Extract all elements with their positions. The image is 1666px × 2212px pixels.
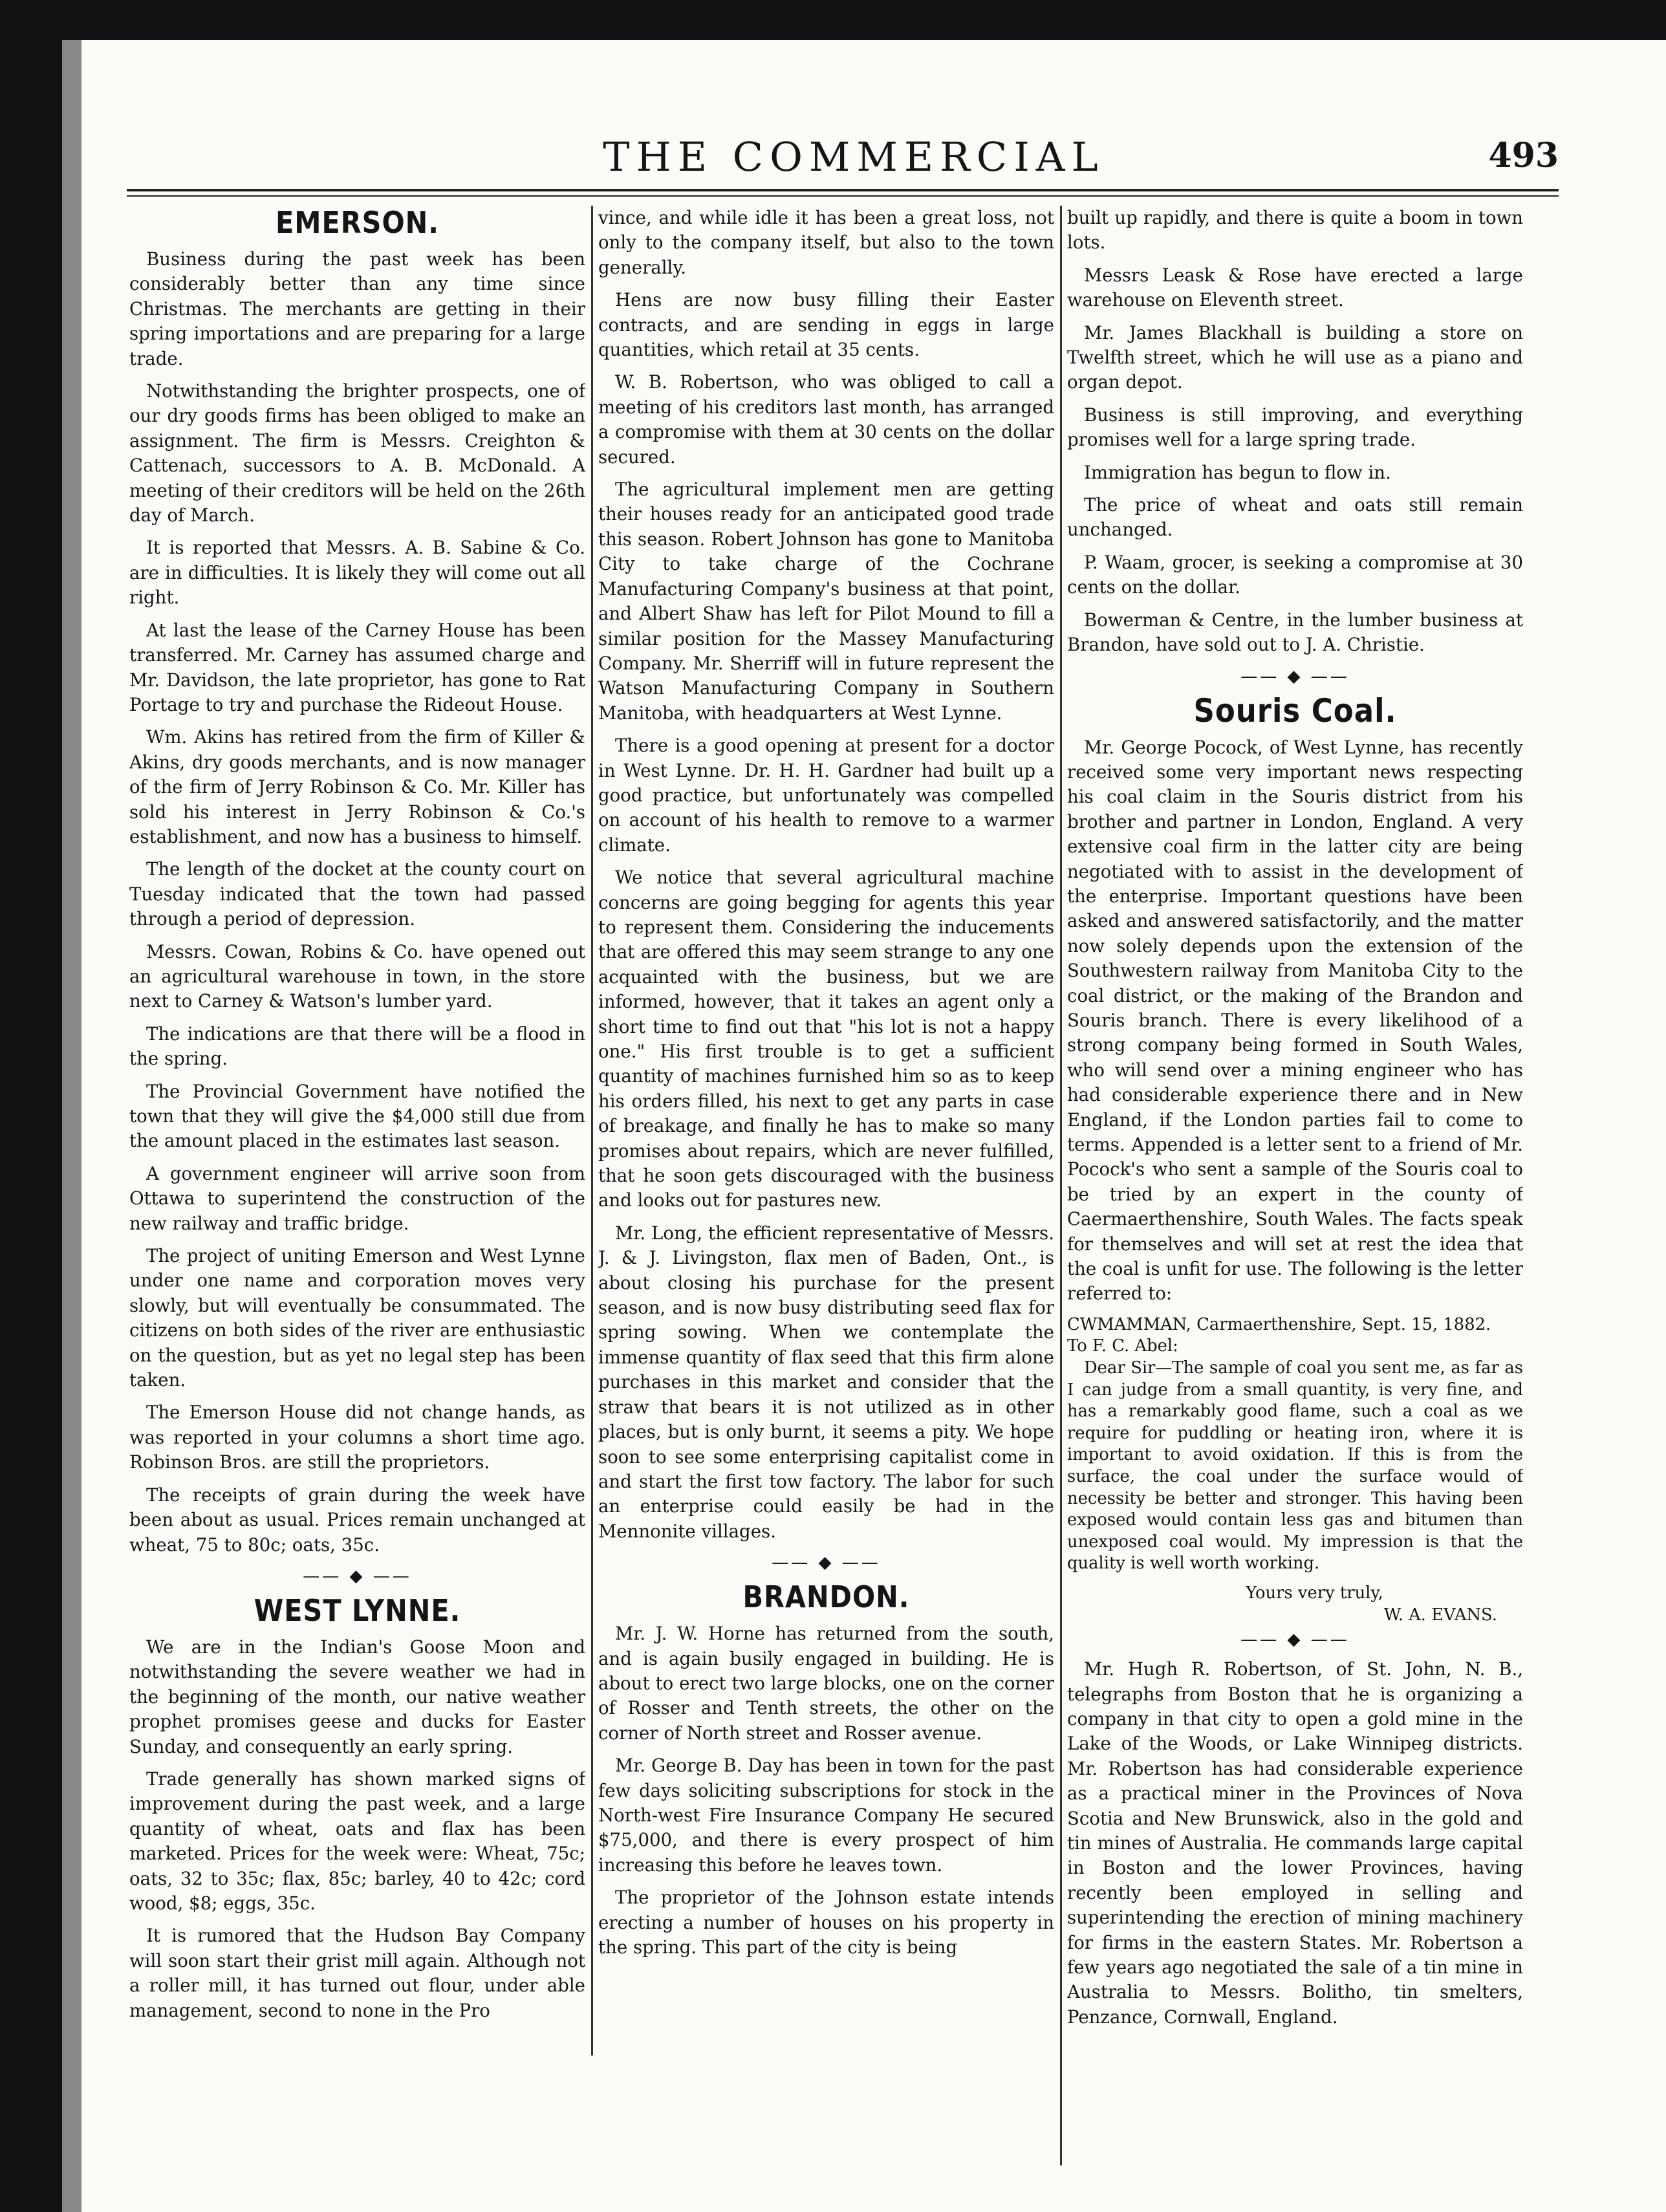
article-paragraph: vince, and while idle it has been a great loss, not only to the company itself, but also to the town generally.	[598, 207, 1054, 278]
masthead	[149, 129, 1559, 188]
article-paragraph: Mr. James Blackhall is building a store on Twelfth street, which he will use as a piano and organ depot.	[1067, 321, 1523, 393]
article-paragraph: The Emerson House did not change hands, as was reported in your columns a short time ago. Robinson Bros. are still the proprietors.	[129, 1402, 585, 1473]
section-heading-brandon: BRANDON.	[742, 1579, 910, 1615]
article-paragraph: At last the lease of the Carney House has been transferred. Mr. Carney has assumed charge and Mr. Davidson, the late proprietor, has gone to Rat Portage to try and purchase the Rideout House.	[129, 619, 585, 715]
article-paragraph: The project of uniting Emerson and West Lynne under one name and corporation moves very slowly, but will eventually be consummated. The citizens on both sides of the river are enthusiastic on the question, but as yet no legal step has been taken.	[129, 1245, 585, 1391]
article-paragraph: It is rumored that the Hudson Bay Company will soon start their grist mill again. Although not a roller mill, it has turned out flour, under able management, second to none in the Pro	[129, 1925, 585, 2021]
scan-left-border	[0, 0, 62, 2212]
article-paragraph: The proprietor of the Johnson estate intends erecting a number of houses on his property in the spring. This part of the city is being	[598, 1887, 1054, 1958]
article-paragraph: Mr. Long, the efficient representative of Messrs. J. & J. Livingston, flax men of Baden, Ont., is about closing his purchase for the present season, and is now busy distributing seed flax for spring sowing. When we contemplate the immense quantity of flax seed that this firm alone purchases in this market and consider that the straw that bears it is not utilized as in other places, but is only burnt, it seems a pity. We hope soon to see some enterprising capitalist come in and start the first tow factory. The labor for such an enterprise could easily be had in the Mennonite villages.	[598, 1222, 1054, 1542]
article-paragraph: Messrs. Cowan, Robins & Co. have opened out an agricultural warehouse in town, in the store next to Carney & Watson's lumber yard.	[129, 940, 585, 1012]
section-ornament: —— ◆ ——	[303, 1566, 412, 1586]
article-paragraph: We notice that several agricultural machine concerns are going begging for agents this year to represent them. Considering the inducements that are offered this may seem strange to any one acquainted with the business, but we are informed, however, that it takes an agent only a short time to find out that "his lot is not a happy one." His first trouble is to get a sufficient quantity of machines furnished him so as to keep his orders filled, his next to get any parts in case of breakage, and finally he has to make so many promises about repairs, which are never fulfilled, that he soon gets discouraged with the business and looks out for pastures new.	[598, 867, 1054, 1211]
column-2	[598, 206, 1054, 2198]
letter-signature: W. A. EVANS.	[1383, 1605, 1497, 1625]
article-paragraph: Notwithstanding the brighter prospects, one of our dry goods firms has been obliged to make an assignment. The firm is Messrs. Creighton & Cattenach, successors to A. B. McDonald. A meeting of their creditors will be held on the 26th day of March.	[129, 380, 585, 526]
article-paragraph: The length of the docket at the county court on Tuesday indicated that the town had passed through a period of depression.	[129, 858, 585, 930]
article-paragraph: We are in the Indian's Goose Moon and notwithstanding the severe weather we had in the beginning of the month, our native weather prophet promises geese and ducks for Easter Sunday, and consequently an early spring.	[129, 1636, 585, 1757]
column-1	[129, 206, 585, 2198]
section-heading-emerson: EMERSON.	[276, 206, 439, 240]
column-divider-2	[1060, 206, 1062, 2165]
letter-block	[1067, 1314, 1523, 1626]
column-3	[1067, 206, 1523, 2198]
article-paragraph: It is reported that Messrs. A. B. Sabine & Co. are in difficulties. It is likely they will come out all right.	[129, 537, 585, 609]
letter-recipient: To F. C. Abel:	[1067, 1336, 1178, 1356]
article-paragraph: P. Waam, grocer, is seeking a compromise at 30 cents on the dollar.	[1067, 551, 1523, 598]
article-paragraph: Business is still improving, and everything promises well for a large spring trade.	[1067, 404, 1523, 451]
publication-title: THE COMMERCIAL	[603, 133, 1105, 180]
section-ornament: —— ◆ ——	[772, 1553, 881, 1573]
article-paragraph: Immigration has begun to flow in.	[1084, 461, 1391, 483]
article-paragraph: Messrs Leask & Rose have erected a large warehouse on Eleventh street.	[1067, 264, 1523, 311]
scan-top-border	[0, 0, 1666, 40]
article-paragraph: Wm. Akins has retired from the firm of Killer & Akins, dry goods merchants, and is now manager of the firm of Jerry Robinson & Co. Mr. Killer has sold his interest in Jerry Robinson & Co.'s establishment, and now has a business to himself.	[129, 726, 585, 847]
letter-body: Dear Sir—The sample of coal you sent me, as far as I can judge from a small quantity, is very fine, and has a remarkably good flame, such a coal as we require for puddling or heating iron, where it is important to avoid oxidation. If this is from the surface, the coal under the surface would of necessity be better and stronger. This having been exposed would contain less gas and bitumen than unexposed coal would. My impression is that the quality is well worth working.	[1067, 1358, 1523, 1574]
page-number: 493	[1488, 136, 1559, 175]
column-divider-1	[591, 206, 593, 2055]
article-paragraph: Mr. George Pocock, of West Lynne, has recently received some very important news respecting his coal claim in the Souris district from his brother and partner in London, England. A very extensive coal firm in the latter city are being negotiated with to assist in the development of the enterprise. Important questions have been asked and answered satisfactorily, and the matter now solely depends upon the extension of the Southwestern railway from Manitoba City to the coal district, or the making of the Brandon and Souris branch. There is every likelihood of a strong company being formed in South Wales, who will send over a mining engineer who has had considerable experience there and in New England, if the London parties fail to come to terms. Appended is a letter sent to a friend of Mr. Pocock's who sent a sample of the Souris coal to be tried by an expert in the county of Caermaerthenshire, South Wales. The facts speak for themselves and will set at rest the idea that the coal is unfit for use. The following is the letter referred to:	[1067, 736, 1523, 1305]
section-ornament: —— ◆ ——	[1240, 666, 1350, 686]
header-rule	[127, 189, 1559, 191]
article-paragraph: Trade generally has shown marked signs of improvement during the past week, and a large quantity of wheat, oats and flax has been marketed. Prices for the week were: Wheat, 75c; oats, 32 to 35c; flax, 85c; barley, 40 to 42c; cord wood, $8; eggs, 35c.	[129, 1768, 585, 1914]
article-paragraph: Mr. J. W. Horne has returned from the south, and is again busily engaged in building. He is about to erect two large blocks, one on the corner of Rosser and Tenth streets, the other on the corner of North street and Rosser avenue.	[598, 1623, 1054, 1744]
article-paragraph: Business during the past week has been considerably better than any time since Christmas. The merchants are getting in their spring importations and are preparing for a large trade.	[129, 248, 585, 369]
section-heading-souris-coal: Souris Coal.	[1193, 691, 1397, 730]
letter-closing: Yours very truly,	[1246, 1583, 1383, 1603]
article-paragraph: The indications are that there will be a flood in the spring.	[129, 1023, 585, 1070]
section-heading-west-lynne: WEST LYNNE.	[254, 1592, 461, 1628]
article-paragraph: The receipts of grain during the week have been about as usual. Prices remain unchanged at wheat, 75 to 80c; oats, 35c.	[129, 1484, 585, 1556]
article-paragraph: The Provincial Government have notified the town that they will give the $4,000 still due from the amount placed in the estimates last season.	[129, 1080, 585, 1152]
header-rule-thin	[127, 195, 1559, 197]
article-paragraph: Mr. Hugh R. Robertson, of St. John, N. B., telegraphs from Boston that he is organizing a company in that city to open a gold mine in the Lake of the Woods, or Lake Winnipeg districts. Mr. Robertson has had considerable experience as a practical miner in the Provinces of Nova Scotia and New Brunswick, also in the gold and tin mines of Australia. He commands large capital in Boston and the lower Provinces, having recently been employed in selling and superintending the erection of mining machinery for firms in the eastern States. Mr. Robertson a few years ago negotiated the sale of a tin mine in Australia to Messrs. Bolitho, tin smelters, Penzance, Cornwall, England.	[1067, 1658, 1523, 2028]
article-paragraph: W. B. Robertson, who was obliged to call a meeting of his creditors last month, has arranged a compromise with them at 30 cents on the dollar secured.	[598, 371, 1054, 468]
article-paragraph: There is a good opening at present for a doctor in West Lynne. Dr. H. H. Gardner had built up a good practice, but unfortunately was compelled on account of his health to remove to a warmer climate.	[598, 735, 1054, 856]
article-paragraph: Hens are now busy filling their Easter contracts, and are sending in eggs in large quantities, which retail at 35 cents.	[598, 289, 1054, 361]
article-paragraph: Bowerman & Centre, in the lumber business at Brandon, have sold out to J. A. Christie.	[1067, 609, 1523, 656]
section-ornament: —— ◆ ——	[1240, 1630, 1350, 1650]
article-paragraph: Mr. George B. Day has been in town for the past few days soliciting subscriptions for stock in the North-west Fire Insurance Company He secured $75,000, and there is every prospect of him increasing this before he leaves town.	[598, 1755, 1054, 1876]
letter-dateline: CWMAMMAN, Carmaerthenshire, Sept. 15, 1882.	[1067, 1314, 1491, 1334]
article-paragraph: built up rapidly, and there is quite a boom in town lots.	[1067, 207, 1523, 254]
scan-binding-shadow	[62, 40, 81, 2212]
article-paragraph: A government engineer will arrive soon from Ottawa to superintend the construction of the new railway and traffic bridge.	[129, 1162, 585, 1234]
article-paragraph: The agricultural implement men are getting their houses ready for an anticipated good trade this season. Robert Johnson has gone to Manitoba City to take charge of the Cochrane Manufacturing Company's business at that point, and Albert Shaw has left for Pilot Mound to fill a similar position for the Massey Manufacturing Company. Mr. Sherriff will in future represent the Watson Manufacturing Company in Southern Manitoba, with headquarters at West Lynne.	[598, 479, 1054, 724]
article-paragraph: The price of wheat and oats still remain unchanged.	[1067, 494, 1523, 541]
